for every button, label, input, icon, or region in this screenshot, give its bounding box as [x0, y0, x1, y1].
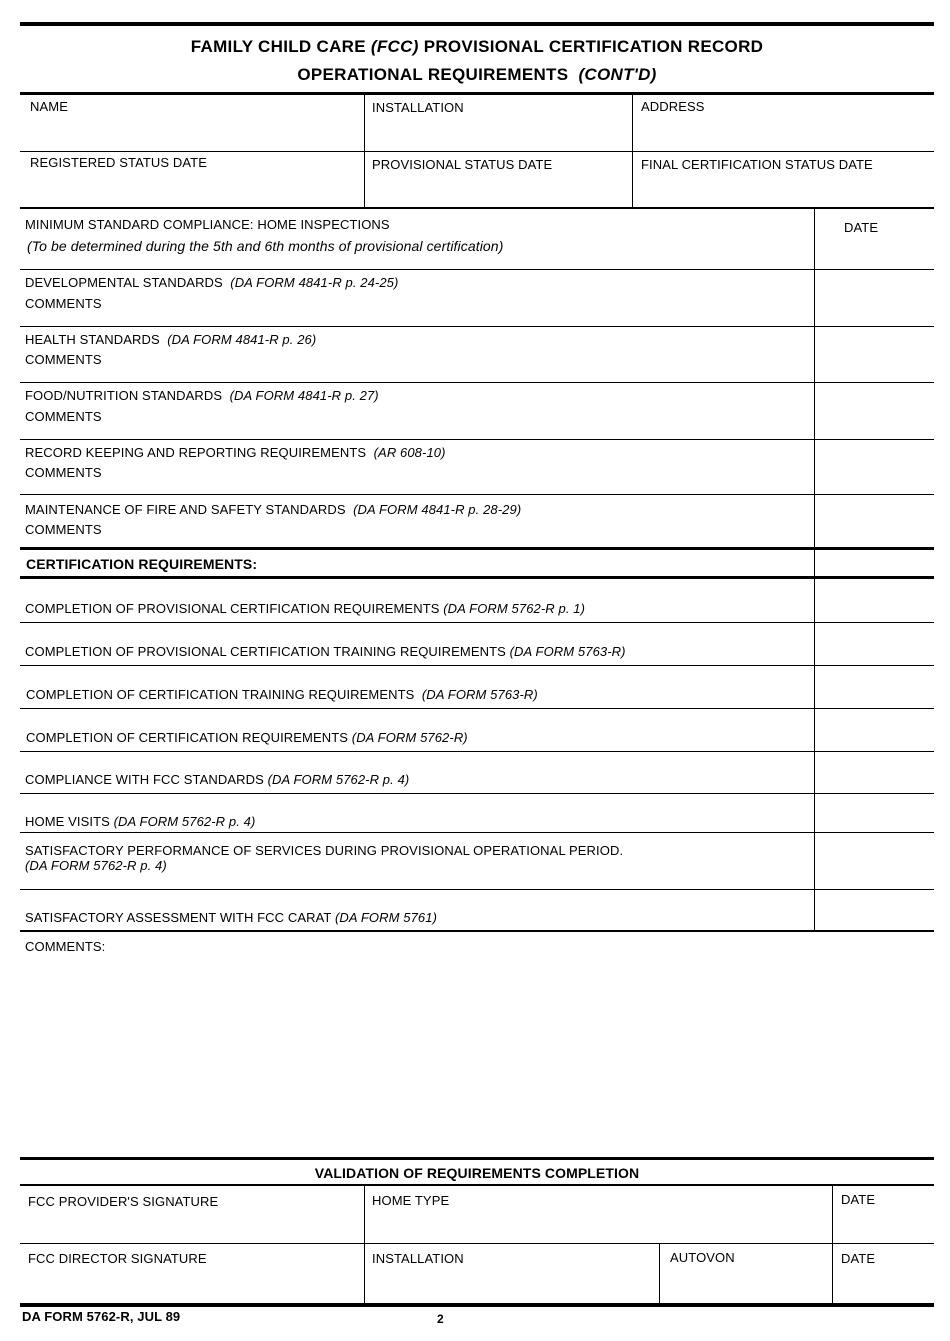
name-field[interactable]: NAME: [30, 99, 68, 114]
date-field[interactable]: DATE: [841, 1192, 876, 1207]
date-column-header: DATE: [844, 220, 879, 235]
validation-heading: VALIDATION OF REQUIREMENTS COMPLETION: [314, 1165, 640, 1181]
address-field[interactable]: ADDRESS: [641, 99, 705, 114]
installation-field[interactable]: INSTALLATION: [372, 100, 464, 115]
cert-req-provisional-training: COMPLETION OF PROVISIONAL CERTIFICATION TRAINING REQUIREMENTS (DA FORM 5763-R): [25, 644, 626, 659]
installation-field[interactable]: INSTALLATION: [372, 1251, 464, 1266]
cert-req-home-visits: HOME VISITS (DA FORM 5762-R p. 4): [25, 814, 256, 829]
comments-section-label[interactable]: COMMENTS:: [25, 939, 106, 954]
cert-req-carat-assessment: SATISFACTORY ASSESSMENT WITH FCC CARAT (DA FORM 5761): [25, 910, 438, 925]
page-number: 2: [437, 1312, 444, 1326]
registered-status-date-field[interactable]: REGISTERED STATUS DATE: [30, 155, 207, 170]
inspections-note: (To be determined during the 5th and 6th months of provisional certification): [27, 238, 504, 254]
date-column-divider: [814, 209, 815, 931]
cert-req-training: COMPLETION OF CERTIFICATION TRAINING REQUIREMENTS (DA FORM 5763-R): [26, 687, 538, 702]
info-bottom-border: [20, 207, 934, 209]
fire-safety-standards-item: MAINTENANCE OF FIRE AND SAFETY STANDARDS (DA FORM 4841-R p. 28-29): [25, 502, 522, 517]
record-keeping-item: RECORD KEEPING AND REPORTING REQUIREMENTS (AR 608-10): [25, 445, 446, 460]
final-certification-status-date-field[interactable]: FINAL CERTIFICATION STATUS DATE: [641, 157, 873, 172]
form-subtitle: OPERATIONAL REQUIREMENTS (CONT'D): [297, 65, 657, 84]
provisional-status-date-field[interactable]: PROVISIONAL STATUS DATE: [372, 157, 553, 172]
food-nutrition-standards-item: FOOD/NUTRITION STANDARDS (DA FORM 4841-R p. 27): [25, 388, 379, 403]
home-type-field[interactable]: HOME TYPE: [372, 1193, 450, 1208]
comments-label: COMMENTS: [25, 296, 102, 311]
health-standards-item: HEALTH STANDARDS (DA FORM 4841-R p. 26): [25, 332, 317, 347]
certification-requirements-heading: CERTIFICATION REQUIREMENTS:: [26, 556, 258, 572]
form-id: DA FORM 5762-R, JUL 89: [22, 1309, 181, 1324]
provider-signature-field[interactable]: FCC PROVIDER'S SIGNATURE: [28, 1194, 219, 1209]
comments-label: COMMENTS: [25, 409, 102, 424]
director-signature-field[interactable]: FCC DIRECTOR SIGNATURE: [28, 1251, 207, 1266]
autovon-field[interactable]: AUTOVON: [670, 1250, 735, 1265]
date-field[interactable]: DATE: [841, 1251, 876, 1266]
top-border: [20, 22, 934, 26]
cert-req-fcc-standards: COMPLIANCE WITH FCC STANDARDS (DA FORM 5762-R p. 4): [25, 772, 410, 787]
comments-label: COMMENTS: [25, 352, 102, 367]
developmental-standards-item: DEVELOPMENTAL STANDARDS (DA FORM 4841-R p. 24-25): [25, 275, 399, 290]
inspections-heading: MINIMUM STANDARD COMPLIANCE: HOME INSPECTIONS: [25, 217, 390, 232]
comments-label: COMMENTS: [25, 522, 102, 537]
form-title: FAMILY CHILD CARE (FCC) PROVISIONAL CERTIFICATION RECORD: [190, 37, 764, 56]
bottom-border: [20, 1303, 934, 1307]
info-top-border: [20, 92, 934, 95]
cert-req-provisional-completion: COMPLETION OF PROVISIONAL CERTIFICATION REQUIREMENTS (DA FORM 5762-R p. 1): [25, 601, 585, 616]
cert-req-satisfactory-performance: SATISFACTORY PERFORMANCE OF SERVICES DURING PROVISIONAL OPERATIONAL PERIOD. (DA FORM 5762-R p. 4): [25, 843, 624, 873]
comments-label: COMMENTS: [25, 465, 102, 480]
cert-req-completion: COMPLETION OF CERTIFICATION REQUIREMENTS (DA FORM 5762-R): [26, 730, 468, 745]
